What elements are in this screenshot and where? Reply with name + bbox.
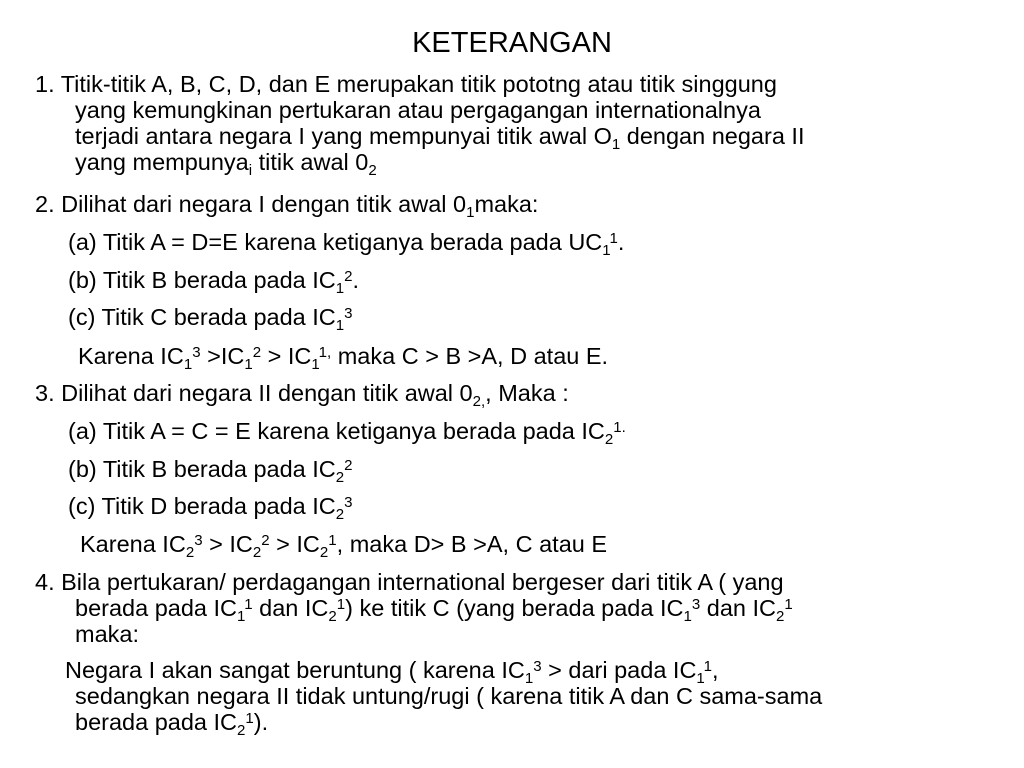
item-3-heading — [35, 380, 569, 410]
subscript: 1 — [602, 241, 610, 259]
subscript: 2 — [328, 607, 337, 625]
text: berada pada IC — [75, 595, 238, 621]
page-title: KETERANGAN — [412, 27, 612, 59]
subscript: 1 — [466, 203, 475, 221]
subscript: 1 — [683, 607, 692, 625]
text: maka C > B >A, D atau E. — [331, 343, 609, 369]
item-3a — [68, 418, 626, 448]
text: maka: — [474, 191, 539, 217]
superscript: 3 — [192, 344, 201, 362]
item-2-conclusion — [78, 343, 609, 373]
text: > dari pada IC — [541, 657, 697, 683]
subscript: 2, — [472, 392, 486, 410]
text: yang kemungkinan pertukaran atau pergagangan internationalnya — [75, 97, 761, 123]
text: , Maka : — [485, 380, 569, 406]
subscript: 2 — [335, 505, 345, 523]
superscript: 1 — [703, 658, 713, 676]
subscript: 2 — [185, 543, 195, 561]
text: (a) Titik A = C = E karena ketiganya berada pada IC — [68, 418, 605, 444]
superscript: 2 — [252, 344, 262, 362]
text: 4. Bila pertukaran/ perdagangan international bergeser dari titik A ( yang — [35, 569, 784, 595]
text: . — [352, 267, 360, 293]
text: titik awal 0 — [252, 149, 369, 175]
superscript: 3 — [344, 305, 353, 323]
text: Karena IC — [80, 531, 186, 557]
item-2a — [68, 229, 625, 259]
subscript: 2 — [368, 161, 377, 179]
item-4-line-2 — [75, 595, 793, 625]
superscript: 3 — [194, 532, 203, 550]
superscript: 3 — [533, 658, 542, 676]
item-1-line-4 — [75, 149, 377, 179]
text: (c) Titik D berada pada IC — [68, 493, 336, 519]
item-4-note-line-3 — [75, 709, 269, 739]
item-4-note-line-2 — [75, 683, 822, 709]
item-3b — [68, 456, 353, 486]
text: (b) Titik B berada pada IC — [68, 267, 336, 293]
subscript: 1 — [183, 355, 193, 373]
text: sedangkan negara II tidak untung/rugi ( karena titik A dan C sama-sama — [75, 683, 823, 709]
text: yang mempunya — [75, 149, 249, 175]
subscript: 1 — [335, 316, 345, 334]
item-4-line-3 — [75, 621, 139, 647]
text: 1. Titik-titik A, B, C, D, dan E merupakan titik pototng atau titik singgung — [35, 71, 777, 97]
superscript: 2 — [261, 532, 270, 550]
text: (c) Titik C berada pada IC — [68, 304, 336, 330]
superscript: 2 — [344, 268, 353, 286]
subscript: 1 — [524, 669, 534, 687]
item-1-line-3 — [75, 123, 805, 153]
superscript: 1 — [609, 230, 618, 248]
text: . — [617, 229, 625, 255]
text: (a) Titik A = D=E karena ketiganya berada pada UC — [68, 229, 603, 255]
text: ). — [253, 709, 269, 735]
text: Karena IC — [78, 343, 184, 369]
superscript: 1 — [328, 532, 337, 550]
text: , maka D> B >A, C atau E — [336, 531, 608, 557]
text: terjadi antara negara I yang mempunyai titik awal O — [75, 123, 612, 149]
item-4-line-1 — [35, 569, 784, 595]
item-3c — [68, 493, 353, 523]
subscript: 1 — [696, 669, 704, 687]
superscript: 1 — [244, 596, 253, 614]
superscript: 1, — [318, 344, 332, 362]
item-2b — [68, 267, 360, 297]
text: berada pada IC — [75, 709, 238, 735]
subscript: 2 — [776, 607, 785, 625]
text: > IC — [269, 531, 320, 557]
text: Negara I akan sangat beruntung ( karena IC — [65, 657, 525, 683]
text: 2. Dilihat dari negara I dengan titik awal 0 — [35, 191, 467, 217]
text: dan IC — [252, 595, 329, 621]
subscript: 1 — [311, 355, 319, 373]
text: 3. Dilihat dari negara II dengan titik awal 0 — [35, 380, 473, 406]
superscript: 3 — [691, 596, 701, 614]
item-4-note-line-1 — [65, 657, 719, 687]
subscript: 2 — [252, 543, 262, 561]
text: ) ke titik C (yang berada pada IC — [345, 595, 684, 621]
text: > IC — [261, 343, 312, 369]
subscript: 1 — [237, 607, 245, 625]
text: (b) Titik B berada pada IC — [68, 456, 336, 482]
text: >IC — [200, 343, 245, 369]
text: maka: — [75, 621, 139, 647]
subscript: 1 — [244, 355, 253, 373]
item-1-line-1 — [35, 71, 777, 97]
item-2-heading — [35, 191, 539, 221]
item-3-conclusion — [80, 531, 608, 561]
superscript: 1 — [336, 596, 346, 614]
subscript: i — [248, 161, 253, 179]
text: > IC — [202, 531, 253, 557]
superscript: 1 — [784, 596, 793, 614]
superscript: 2 — [344, 457, 353, 475]
subscript: 2 — [604, 430, 614, 448]
text: , — [712, 657, 719, 683]
subscript: 2 — [237, 721, 246, 739]
item-1-line-2 — [75, 97, 761, 123]
text: dan IC — [700, 595, 777, 621]
superscript: 1 — [245, 710, 254, 728]
superscript: 1. — [613, 419, 626, 437]
subscript: 1 — [611, 135, 621, 153]
text: dengan negara II — [620, 123, 805, 149]
subscript: 2 — [335, 468, 345, 486]
subscript: 1 — [335, 279, 345, 297]
subscript: 2 — [319, 543, 329, 561]
superscript: 3 — [344, 494, 353, 512]
item-2c — [68, 304, 353, 334]
